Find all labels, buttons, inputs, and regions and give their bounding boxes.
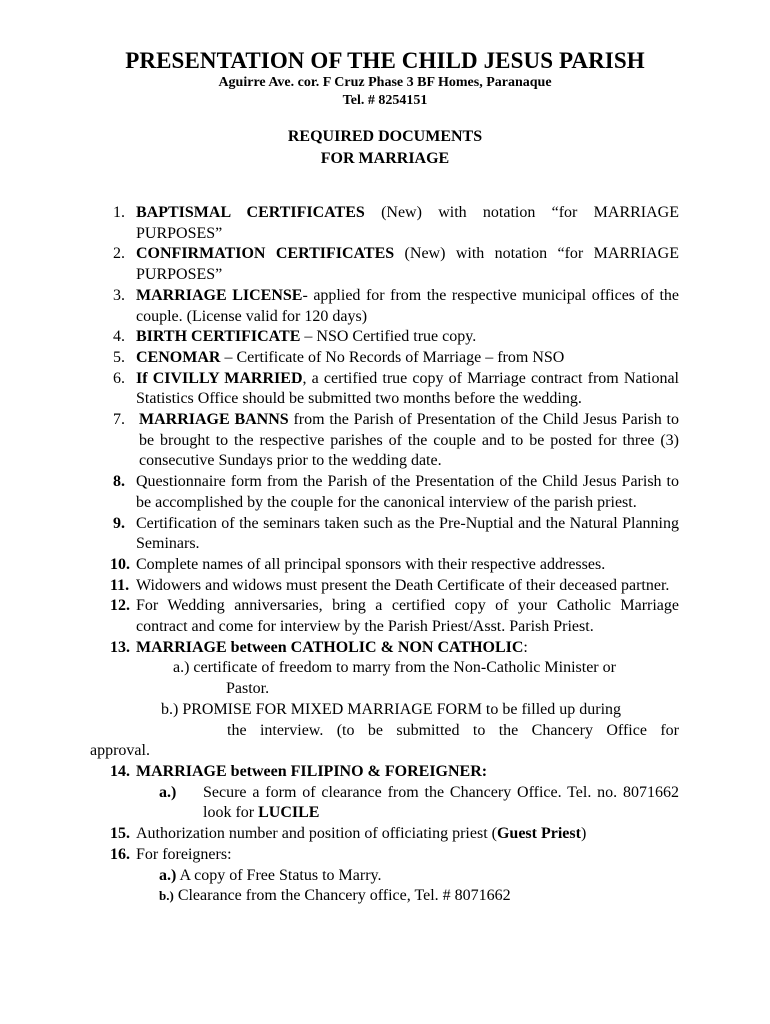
list-item-3: 3. MARRIAGE LICENSE- applied for from the respective municipal offices of the couple. (License valid for 120 days) [113, 286, 679, 325]
list-item-10: 10. Complete names of all principal sponsors with their respective addresses. [110, 555, 606, 573]
list-item-7: 7. MARRIAGE BANNS from the Parish of Presentation of the Child Jesus Parish to be brought to the respective parishes of the couple and to be posted for three (3) consecutive Sundays prior to the wedding date. [113, 411, 680, 470]
list-item-11: 11. Widowers and widows must present the Death Certificate of their deceased partner. [110, 576, 670, 594]
list-item-1: 1. BAPTISMAL CERTIFICATES (New) with notation “for MARRIAGE PURPOSES” [113, 204, 679, 242]
list-item-14: 14. MARRIAGE between FILIPINO & FOREIGNER: [110, 762, 488, 780]
list-item-13: 13. MARRIAGE between CATHOLIC & NON CATHOLIC: [110, 638, 528, 656]
list-item-6: 6. If CIVILLY MARRIED, a certified true copy of Marriage contract from National Statistics Office should be submitted two months before the wedding. [113, 369, 679, 408]
parish-address: Aguirre Ave. cor. F Cruz Phase 3 BF Homes, Paranaque [218, 75, 552, 90]
list-item-9: 9. Certification of the seminars taken such as the Pre-Nuptial and the Natural Planning Seminars. [113, 514, 679, 553]
list-item-12: 12. For Wedding anniversaries, bring a certified copy of your Catholic Marriage contract and come for interview by the Parish Priest/Asst. Parish Priest. [110, 597, 679, 636]
list-item-8: 8. Questionnaire form from the Parish of the Presentation of the Child Jesus Parish to be accomplished by the couple for the canonical interview of the parish priest. [113, 473, 679, 511]
document-heading-line1: REQUIRED DOCUMENTS [287, 128, 483, 145]
list-item-13-a: a.) certificate of freedom to marry from the Non-Catholic Minister or Pastor. [173, 659, 616, 698]
list-item-13-b: b.) PROMISE FOR MIXED MARRIAGE FORM to be filled up during the interview. (to be submitted to the Chancery Office for approval. [90, 700, 679, 760]
list-item-4: 4. BIRTH CERTIFICATE – NSO Certified true copy. [113, 328, 477, 346]
list-item-16: 16. For foreigners: [110, 845, 232, 863]
list-item-14-a: a.) Secure a form of clearance from the Chancery Office. Tel. no. 8071662 look for LUCILE [159, 783, 679, 822]
list-item-16-a: a.) A copy of Free Status to Marry. [159, 866, 382, 884]
list-item-15: 15. Authorization number and position of officiating priest (Guest Priest) [110, 825, 587, 843]
requirements-list [0, 203, 770, 907]
list-item-5: 5. CENOMAR – Certificate of No Records of Marriage – from NSO [113, 348, 565, 366]
list-item-2: 2. CONFIRMATION CERTIFICATES (New) with notation “for MARRIAGE PURPOSES” [113, 245, 679, 284]
document-heading-line2: FOR MARRIAGE [320, 150, 450, 167]
parish-telephone: Tel. # 8254151 [342, 93, 428, 108]
page-title: PRESENTATION OF THE CHILD JESUS PARISH [125, 48, 645, 73]
list-item-16-b: b.) Clearance from the Chancery office, Tel. # 8071662 [159, 887, 511, 905]
